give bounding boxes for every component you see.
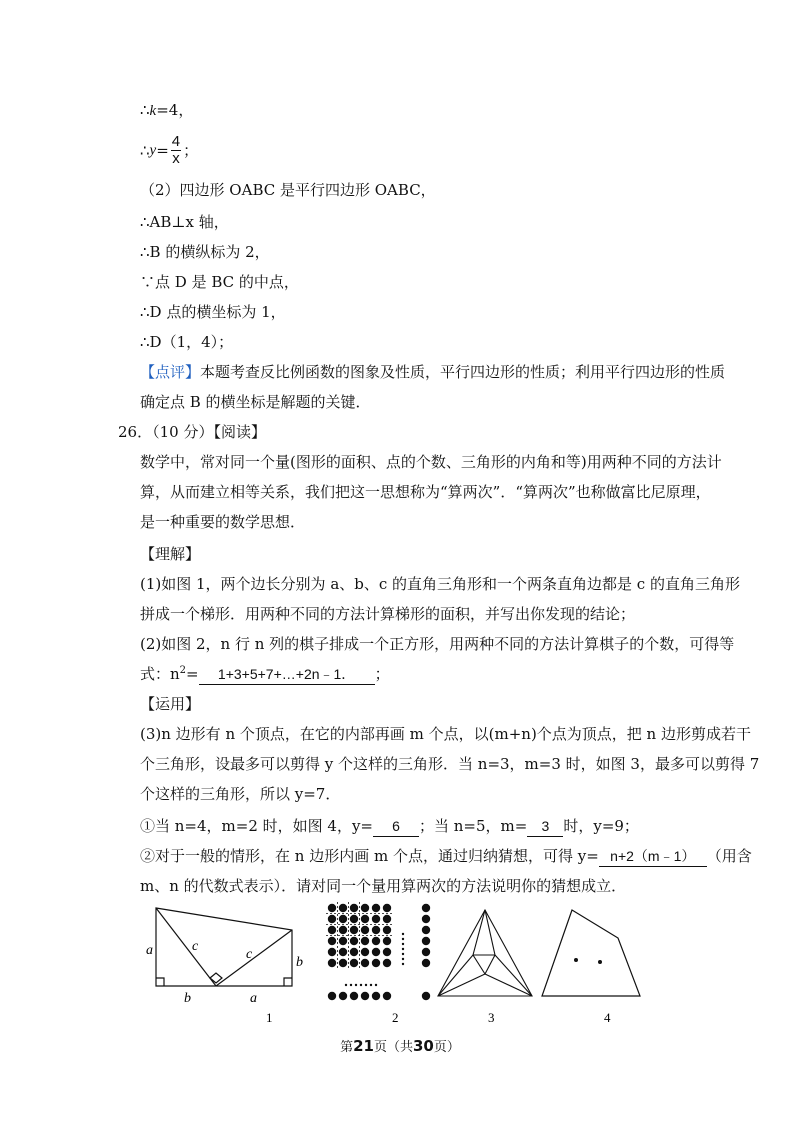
cut-line <box>473 910 485 955</box>
fig1-label-c-right: c <box>246 947 253 962</box>
line-end: ； <box>374 665 390 683</box>
case-2-line-2: m、n 的代数式表示）．请对同一个量用算两次的方法说明你的猜想成立． <box>140 877 627 895</box>
board-piece <box>372 926 380 934</box>
understand-2-line-1: (2)如图 2，n 行 n 列的棋子排成一个正方形，用两种不同的方法计算棋子的个数，可得等 <box>140 635 735 653</box>
board-piece <box>361 992 369 1000</box>
board-piece <box>350 926 358 934</box>
fig1-label-a-left: a <box>146 943 153 958</box>
board-piece <box>372 904 380 912</box>
comment-line-2: 确定点 B 的横坐标是解题的关键． <box>140 393 371 411</box>
comment-line-1 <box>140 362 725 382</box>
step-d-midpoint: ∵点 D 是 BC 的中点， <box>140 273 299 291</box>
board-piece <box>350 948 358 956</box>
fig1-label-c-left: c <box>192 939 199 954</box>
step-k <box>140 100 193 121</box>
figure-3-triangle <box>438 910 532 996</box>
board-piece <box>339 937 347 945</box>
board-piece <box>339 992 347 1000</box>
board-piece <box>402 933 404 935</box>
board-piece <box>361 937 369 945</box>
formula-lhs: 式：n <box>140 665 180 683</box>
step-d-x: ∴D 点的横坐标为 1， <box>140 303 286 321</box>
fraction <box>171 134 181 167</box>
board-piece <box>361 948 369 956</box>
case-1-mid: ；当 n=5，m= <box>419 817 528 835</box>
board-piece <box>361 959 369 967</box>
answer-blank-y: 6 <box>373 816 419 837</box>
comment-text: 本题考查反比例函数的图象及性质，平行四边形的性质；利用平行四边形的性质 <box>200 363 726 381</box>
board-piece <box>402 953 404 955</box>
footer-pre: 第 <box>340 1040 354 1055</box>
board-piece <box>422 959 430 967</box>
board-piece <box>372 948 380 956</box>
interior-point <box>574 958 578 962</box>
board-piece <box>328 937 336 945</box>
apply-3-line-1: (3)n 边形有 n 个顶点，在它的内部再画 m 个点，以(m+n)个点为顶点，把 n 边形剪成若干 <box>140 725 751 743</box>
fig3-number: 3 <box>488 1010 495 1025</box>
apply-3-line-2: 个三角形，设最多可以剪得 y 个这样的三角形．当 n=3，m=3 时，如图 3，最多可以剪得 7 <box>140 755 760 773</box>
answer-blank-formula: n+2（m﹣1） <box>599 846 707 867</box>
apply-heading: 【运用】 <box>140 695 201 713</box>
right-angle-mark-left <box>156 978 164 986</box>
fig1-number: 1 <box>266 1010 273 1025</box>
step-b-coord: ∴B 的横纵标为 2， <box>140 243 270 261</box>
board-piece <box>383 948 391 956</box>
board-piece <box>383 937 391 945</box>
var-y: y <box>149 142 157 159</box>
cut-line <box>438 955 473 996</box>
board-piece <box>402 943 404 945</box>
board-piece <box>361 926 369 934</box>
board-piece <box>339 915 347 923</box>
board-piece <box>402 958 404 960</box>
fig2-number: 2 <box>392 1010 399 1025</box>
board-piece <box>350 937 358 945</box>
step-ab-perp: ∴AB⊥x 轴， <box>140 213 229 231</box>
board-piece <box>345 984 347 986</box>
step-parallelogram: （2）四边形 OABC 是平行四边形 OABC， <box>140 181 436 199</box>
answer-blank-m: 3 <box>527 816 563 837</box>
fraction-denominator: x <box>172 150 180 167</box>
board-piece <box>383 992 391 1000</box>
board-piece <box>339 948 347 956</box>
board-piece <box>365 984 367 986</box>
board-piece <box>339 904 347 912</box>
step-k-rest: =4， <box>156 101 194 119</box>
footer-page-number: 21 <box>353 1037 374 1055</box>
board-piece <box>328 992 336 1000</box>
therefore-symbol: ∴ <box>140 141 150 160</box>
case-2-line <box>140 846 752 867</box>
board-piece <box>328 959 336 967</box>
understand-2-line-2 <box>140 664 390 685</box>
reading-line-2: 算，从而建立相等关系，我们把这一思想称为“算两次”．“算两次”也称做富比尼原理， <box>140 483 711 501</box>
comment-tag: 【点评】 <box>140 363 201 381</box>
case-1-text: ①当 n=4，m=2 时，如图 4，y= <box>140 817 373 835</box>
footer-post: 页） <box>433 1040 460 1055</box>
fig1-label-b-right: b <box>296 955 303 970</box>
board-piece <box>372 992 380 1000</box>
board-piece <box>328 948 336 956</box>
cut-line <box>485 910 495 955</box>
equals-sign: = <box>156 141 169 160</box>
board-piece <box>422 937 430 945</box>
cut-line <box>485 974 532 996</box>
var-k: k <box>149 103 157 119</box>
footer-total-pages: 30 <box>413 1037 434 1055</box>
board-piece <box>350 984 352 986</box>
therefore-symbol: ∴ <box>140 101 150 119</box>
apply-3-line-3: 个这样的三角形，所以 y=7． <box>140 785 341 803</box>
board-piece <box>383 926 391 934</box>
figure-4-quadrilateral <box>542 910 640 996</box>
board-piece <box>383 915 391 923</box>
figure-1-trapezoid <box>156 908 292 986</box>
trapezoid-outline <box>156 908 292 986</box>
exponent: 2 <box>179 665 187 676</box>
board-piece <box>339 959 347 967</box>
step-y-formula <box>140 134 198 168</box>
reading-line-3: 是一种重要的数学思想． <box>140 513 306 531</box>
outer-triangle <box>438 910 532 996</box>
hypotenuse-right <box>216 930 292 986</box>
figure-2-dot-grid <box>326 902 430 1000</box>
board-piece <box>422 926 430 934</box>
case-1-line <box>140 816 639 837</box>
board-piece <box>355 984 357 986</box>
board-piece <box>372 937 380 945</box>
hypotenuse-left <box>156 908 216 986</box>
step-y-end: ； <box>183 141 199 160</box>
interior-point <box>598 960 602 964</box>
right-angle-mark-right <box>284 978 292 986</box>
board-piece <box>328 926 336 934</box>
question-26-heading: 26．（10 分）【阅读】 <box>118 423 266 441</box>
board-piece <box>402 948 404 950</box>
board-piece <box>422 992 430 1000</box>
board-piece <box>350 992 358 1000</box>
board-piece <box>422 904 430 912</box>
reading-line-1: 数学中，常对同一个量(图形的面积、点的个数、三角形的内角和等)用两种不同的方法计 <box>140 453 722 471</box>
quadrilateral-outline <box>542 910 640 996</box>
answer-blank-sum: 1+3+5+7+…+2n﹣1． <box>199 664 375 685</box>
fig1-label-b-bottom: b <box>184 991 191 1006</box>
board-piece <box>402 963 404 965</box>
board-piece <box>350 959 358 967</box>
board-piece <box>361 915 369 923</box>
cut-line <box>473 955 485 974</box>
board-piece <box>350 915 358 923</box>
board-piece <box>361 904 369 912</box>
board-piece <box>328 915 336 923</box>
board-piece <box>383 904 391 912</box>
figures-row <box>140 900 680 1030</box>
understand-heading: 【理解】 <box>140 545 201 563</box>
board-piece <box>422 915 430 923</box>
board-piece <box>339 926 347 934</box>
board-piece <box>372 915 380 923</box>
case-2-text: ②对于一般的情形，在 n 边形内画 m 个点，通过归纳猜想，可得 y= <box>140 847 599 865</box>
board-piece <box>350 904 358 912</box>
cut-line <box>485 955 495 974</box>
case-1-end: 时，y=9； <box>563 817 639 835</box>
board-piece <box>328 904 336 912</box>
board-piece <box>372 959 380 967</box>
board-piece <box>360 984 362 986</box>
understand-1-line-2: 拼成一个梯形．用两种不同的方法计算梯形的面积，并写出你发现的结论； <box>140 605 636 623</box>
board-piece <box>402 938 404 940</box>
board-piece <box>370 984 372 986</box>
understand-1-line-1: (1)如图 1，两个边长分别为 a、b、c 的直角三角形和一个两条直角边都是 c 的直角三角形 <box>140 575 740 593</box>
equals-sign: = <box>186 665 199 683</box>
step-d-point: ∴D（1，4）； <box>140 333 234 351</box>
cut-line <box>438 974 485 996</box>
fig1-label-a-bottom: a <box>250 991 257 1006</box>
page-footer <box>0 1036 800 1055</box>
fraction-numerator: 4 <box>171 133 181 150</box>
board-piece <box>422 948 430 956</box>
board-piece <box>383 959 391 967</box>
case-2-end: （用含 <box>706 847 752 865</box>
board-piece <box>375 984 377 986</box>
fig4-number: 4 <box>604 1010 611 1025</box>
footer-mid: 页（共 <box>373 1040 413 1055</box>
